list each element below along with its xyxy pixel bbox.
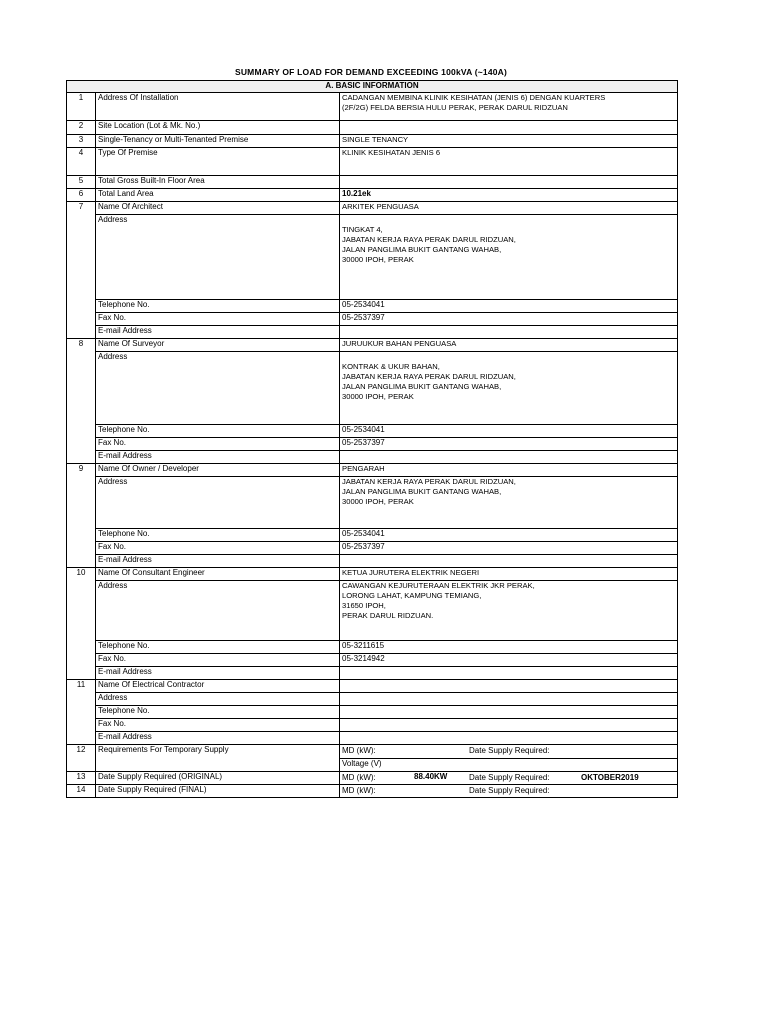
field-label: Fax No. [96, 438, 340, 451]
owner-email-value[interactable] [340, 555, 678, 568]
owner-fax-value[interactable]: 05-2537397 [340, 542, 678, 555]
voltage-label[interactable]: Voltage (V) [340, 759, 678, 772]
section-a-heading: A. BASIC INFORMATION [67, 81, 678, 93]
table-row [67, 568, 678, 581]
surveyor-email-value[interactable] [340, 451, 678, 464]
form-title: SUMMARY OF LOAD FOR DEMAND EXCEEDING 100kVA (~140A) [234, 67, 508, 77]
table-row [67, 641, 678, 654]
row-number: 4 [67, 148, 96, 176]
value-line: LORONG LAHAT, KAMPUNG TEMIANG, [342, 591, 482, 600]
value-line: CAWANGAN KEJURUTERAAN ELEKTRIK JKR PERAK, [342, 581, 535, 590]
architect-telephone-value[interactable]: 05-2534041 [340, 300, 678, 313]
field-label: Telephone No. [96, 641, 340, 654]
table-row [67, 785, 678, 798]
contractor-email-value[interactable] [340, 732, 678, 745]
row-number: 3 [67, 135, 96, 148]
value-line: JALAN PANGLIMA BUKIT GANTANG WAHAB, [342, 487, 502, 496]
table-row [67, 555, 678, 568]
surveyor-address-value[interactable] [340, 352, 678, 425]
field-label: Name Of Consultant Engineer [96, 568, 340, 581]
table-row [67, 464, 678, 477]
row-number: 12 [67, 745, 96, 772]
value-line: JABATAN KERJA RAYA PERAK DARUL RIDZUAN, [342, 372, 516, 381]
field-label: Name Of Surveyor [96, 339, 340, 352]
md-label: MD (kW): [342, 746, 376, 755]
table-row [67, 667, 678, 680]
field-label: Type Of Premise [96, 148, 340, 176]
row-number: 13 [67, 772, 96, 785]
consultant-engineer-name-value[interactable]: KETUA JURUTERA ELEKTRIK NEGERI [340, 568, 678, 581]
address-of-installation-value[interactable] [340, 93, 678, 121]
value-line: TINGKAT 4, [342, 225, 383, 234]
value-line: JALAN PANGLIMA BUKIT GANTANG WAHAB, [342, 382, 502, 391]
field-label: E-mail Address [96, 667, 340, 680]
date-supply-value: OKTOBER2019 [581, 773, 639, 782]
field-label: Total Land Area [96, 189, 340, 202]
table-row [67, 189, 678, 202]
table-row [67, 693, 678, 706]
original-supply-cell[interactable] [340, 772, 678, 785]
table-row [67, 93, 678, 121]
field-label: Site Location (Lot & Mk. No.) [96, 121, 340, 135]
value-line: (2F/2G) FELDA BERSIA HULU PERAK, PERAK DARUL RIDZUAN [342, 103, 568, 112]
site-location-value[interactable] [340, 121, 678, 135]
date-supply-label: Date Supply Required: [469, 773, 550, 782]
field-label: Fax No. [96, 654, 340, 667]
field-label: E-mail Address [96, 451, 340, 464]
consultant-engineer-email-value[interactable] [340, 667, 678, 680]
owner-address-value[interactable] [340, 477, 678, 529]
table-row [67, 438, 678, 451]
architect-address-value[interactable] [340, 215, 678, 300]
field-label: Address [96, 215, 340, 300]
field-label: Address Of Installation [96, 93, 340, 121]
field-label: Address [96, 581, 340, 641]
table-row [67, 477, 678, 529]
field-label: Name Of Electrical Contractor [96, 680, 340, 693]
architect-fax-value[interactable]: 05-2537397 [340, 313, 678, 326]
table-row [67, 529, 678, 542]
field-label: Address [96, 352, 340, 425]
consultant-engineer-address-value[interactable] [340, 581, 678, 641]
final-supply-cell[interactable] [340, 785, 678, 798]
date-supply-label: Date Supply Required: [469, 786, 550, 795]
basic-information-table [66, 80, 678, 798]
value-line: JALAN PANGLIMA BUKIT GANTANG WAHAB, [342, 245, 502, 254]
table-row [67, 121, 678, 135]
tenancy-value[interactable]: SINGLE TENANCY [340, 135, 678, 148]
value-line: JABATAN KERJA RAYA PERAK DARUL RIDZUAN, [342, 477, 516, 486]
field-label: Address [96, 693, 340, 706]
md-value: 88.40KW [414, 772, 448, 781]
contractor-fax-value[interactable] [340, 719, 678, 732]
table-row [67, 300, 678, 313]
field-label: Requirements For Temporary Supply [96, 745, 340, 772]
value-line: 30000 IPOH, PERAK [342, 255, 414, 264]
row-number: 2 [67, 121, 96, 135]
table-row [67, 451, 678, 464]
table-row [67, 654, 678, 667]
table-row [67, 680, 678, 693]
field-label: Telephone No. [96, 706, 340, 719]
field-label: Single-Tenancy or Multi-Tenanted Premise [96, 135, 340, 148]
table-row [67, 706, 678, 719]
value-line: JABATAN KERJA RAYA PERAK DARUL RIDZUAN, [342, 235, 516, 244]
consultant-engineer-fax-value[interactable]: 05-3214942 [340, 654, 678, 667]
field-label: Date Supply Required (FINAL) [96, 785, 340, 798]
owner-name-value[interactable]: PENGARAH [340, 464, 678, 477]
table-row [67, 339, 678, 352]
table-row [67, 202, 678, 215]
row-number: 1 [67, 93, 96, 121]
field-label: E-mail Address [96, 732, 340, 745]
value-line: 30000 IPOH, PERAK [342, 392, 414, 401]
consultant-engineer-telephone-value[interactable]: 05-3211615 [340, 641, 678, 654]
md-label: MD (kW): [342, 786, 376, 795]
field-label: Address [96, 477, 340, 529]
table-row [67, 581, 678, 641]
value-line: KONTRAK & UKUR BAHAN, [342, 362, 440, 371]
date-supply-label: Date Supply Required: [469, 746, 550, 755]
table-row [67, 772, 678, 785]
row-number: 6 [67, 189, 96, 202]
value-line: PERAK DARUL RIDZUAN. [342, 611, 434, 620]
surveyor-telephone-value[interactable]: 05-2534041 [340, 425, 678, 438]
row-number: 9 [67, 464, 96, 568]
table-row [67, 215, 678, 300]
contractor-address-value[interactable] [340, 693, 678, 706]
row-number: 7 [67, 202, 96, 339]
field-label: E-mail Address [96, 555, 340, 568]
surveyor-name-value[interactable]: JURUUKUR BAHAN PENGUASA [340, 339, 678, 352]
table-row [67, 745, 678, 759]
architect-email-value[interactable] [340, 326, 678, 339]
field-label: Name Of Owner / Developer [96, 464, 340, 477]
field-label: Fax No. [96, 313, 340, 326]
type-of-premise-value[interactable]: KLINIK KESIHATAN JENIS 6 [340, 148, 678, 176]
table-row [67, 148, 678, 176]
table-row [67, 135, 678, 148]
row-number: 11 [67, 680, 96, 745]
field-label: Total Gross Built-In Floor Area [96, 176, 340, 189]
table-row [67, 176, 678, 189]
value-line: 31650 IPOH, [342, 601, 386, 610]
field-label: Date Supply Required (ORIGINAL) [96, 772, 340, 785]
table-row [67, 542, 678, 555]
field-label: Fax No. [96, 542, 340, 555]
row-number: 8 [67, 339, 96, 464]
field-label: Name Of Architect [96, 202, 340, 215]
row-number: 10 [67, 568, 96, 680]
row-number: 5 [67, 176, 96, 189]
table-row [67, 313, 678, 326]
field-label: E-mail Address [96, 326, 340, 339]
contractor-telephone-value[interactable] [340, 706, 678, 719]
land-area-value[interactable]: 10.21ek [340, 189, 678, 202]
owner-telephone-value[interactable]: 05-2534041 [340, 529, 678, 542]
value-line: CADANGAN MEMBINA KLINIK KESIHATAN (JENIS 6) DENGAN KUARTERS [342, 93, 606, 102]
table-row [67, 352, 678, 425]
architect-name-value[interactable]: ARKITEK PENGUASA [340, 202, 678, 215]
md-label: MD (kW): [342, 773, 376, 782]
field-label: Telephone No. [96, 529, 340, 542]
temporary-supply-md-cell[interactable] [340, 745, 678, 759]
table-row [67, 425, 678, 438]
table-row [67, 326, 678, 339]
contractor-name-value[interactable] [340, 680, 678, 693]
surveyor-fax-value[interactable]: 05-2537397 [340, 438, 678, 451]
table-row [67, 732, 678, 745]
value-line: 30000 IPOH, PERAK [342, 497, 414, 506]
section-header-row [67, 81, 678, 93]
field-label: Fax No. [96, 719, 340, 732]
field-label: Telephone No. [96, 300, 340, 313]
row-number: 14 [67, 785, 96, 798]
table-row [67, 719, 678, 732]
floor-area-value[interactable] [340, 176, 678, 189]
field-label: Telephone No. [96, 425, 340, 438]
